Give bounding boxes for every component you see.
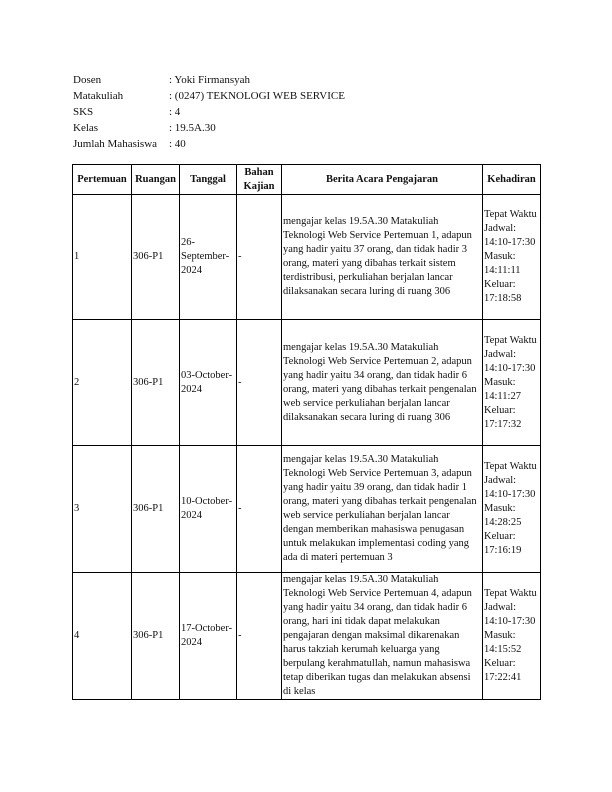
table-row <box>73 320 541 446</box>
info-row-jumlah-mahasiswa <box>73 136 345 152</box>
cell-ruangan: 306-P1 <box>132 446 180 573</box>
cell-ruangan: 306-P1 <box>132 320 180 446</box>
header-bahan-kajian: Bahan Kajian <box>237 165 282 195</box>
table-header-row <box>73 165 541 195</box>
cell-ruangan: 306-P1 <box>132 195 180 320</box>
info-row-kelas <box>73 120 345 136</box>
attendance-table <box>72 164 541 700</box>
table-row <box>73 195 541 320</box>
info-row-dosen <box>73 72 345 88</box>
header-tanggal: Tanggal <box>180 165 237 195</box>
cell-berita-acara: mengajar kelas 19.5A.30 Matakuliah Teknologi Web Service Pertemuan 2, adapun yang hadir yaitu 34 orang, dan tidak hadir 6 orang, materi yang dibahas terkait pengenalan web service perkuliahan berjalan lancar dilaksanakan secara luring di ruang 306 <box>282 320 483 446</box>
info-row-matakuliah <box>73 88 345 104</box>
cell-bahan-kajian: - <box>237 446 282 573</box>
cell-tanggal: 17-October-2024 <box>180 573 237 700</box>
cell-tanggal: 26-September-2024 <box>180 195 237 320</box>
cell-bahan-kajian: - <box>237 573 282 700</box>
cell-tanggal: 03-October-2024 <box>180 320 237 446</box>
header-kehadiran: Kehadiran <box>483 165 541 195</box>
cell-berita-acara: mengajar kelas 19.5A.30 Matakuliah Teknologi Web Service Pertemuan 4, adapun yang hadir yaitu 34 orang, dan tidak hadir 6 orang, hari ini tidak dapat melakukan pengajaran dengan maksimal dikarenakan harus takziah kerumah keluarga yang berpulang kerahmatullah, namun mahasiswa tetap diberikan tugas dan melakukan absensi di kelas <box>282 573 483 700</box>
info-label: Kelas <box>73 122 99 134</box>
info-value: : 40 <box>169 138 186 150</box>
cell-kehadiran: Tepat Waktu Jadwal: 14:10-17:30 Masuk: 14:15:52 Keluar: 17:22:41 <box>483 573 541 700</box>
cell-tanggal: 10-October-2024 <box>180 446 237 573</box>
info-value: : Yoki Firmansyah <box>169 74 250 86</box>
info-row-sks <box>73 104 345 120</box>
header-ruangan: Ruangan <box>132 165 180 195</box>
info-value: : 19.5A.30 <box>169 122 216 134</box>
info-value: : 4 <box>169 106 181 118</box>
cell-kehadiran: Tepat Waktu Jadwal: 14:10-17:30 Masuk: 14:11:11 Keluar: 17:18:58 <box>483 195 541 320</box>
cell-kehadiran: Tepat Waktu Jadwal: 14:10-17:30 Masuk: 14:28:25 Keluar: 17:16:19 <box>483 446 541 573</box>
cell-pertemuan: 2 <box>73 320 132 446</box>
cell-bahan-kajian: - <box>237 320 282 446</box>
header-pertemuan: Pertemuan <box>73 165 132 195</box>
cell-pertemuan: 3 <box>73 446 132 573</box>
cell-bahan-kajian: - <box>237 195 282 320</box>
header-berita-acara: Berita Acara Pengajaran <box>282 165 483 195</box>
cell-berita-acara: mengajar kelas 19.5A.30 Matakuliah Teknologi Web Service Pertemuan 1, adapun yang hadir yaitu 37 orang, dan tidak hadir 3 orang, materi yang dibahas terkait sistem terdistribusi, perkuliahan berjalan lancar dilaksanakan secara luring di ruang 306 <box>282 195 483 320</box>
cell-pertemuan: 4 <box>73 573 132 700</box>
table-row <box>73 446 541 573</box>
info-label: Matakuliah <box>73 90 124 102</box>
info-label: Dosen <box>73 74 102 86</box>
cell-kehadiran: Tepat Waktu Jadwal: 14:10-17:30 Masuk: 14:11:27 Keluar: 17:17:32 <box>483 320 541 446</box>
lecturer-info <box>73 72 345 152</box>
cell-pertemuan: 1 <box>73 195 132 320</box>
table-row <box>73 573 541 700</box>
info-label: SKS <box>73 106 94 118</box>
info-value: : (0247) TEKNOLOGI WEB SERVICE <box>169 90 345 102</box>
cell-berita-acara: mengajar kelas 19.5A.30 Matakuliah Teknologi Web Service Pertemuan 3, adapun yang hadir yaitu 39 orang, dan tidak hadir 1 orang, materi yang dibahas terkait pengenalan web service perkuliahan berjalan lancar dengan memberikan mahasiswa penugasan untuk melakukan implementasi coding yang ada di materi pertemuan 3 <box>282 446 483 573</box>
info-label: Jumlah Mahasiswa <box>73 138 158 150</box>
cell-ruangan: 306-P1 <box>132 573 180 700</box>
